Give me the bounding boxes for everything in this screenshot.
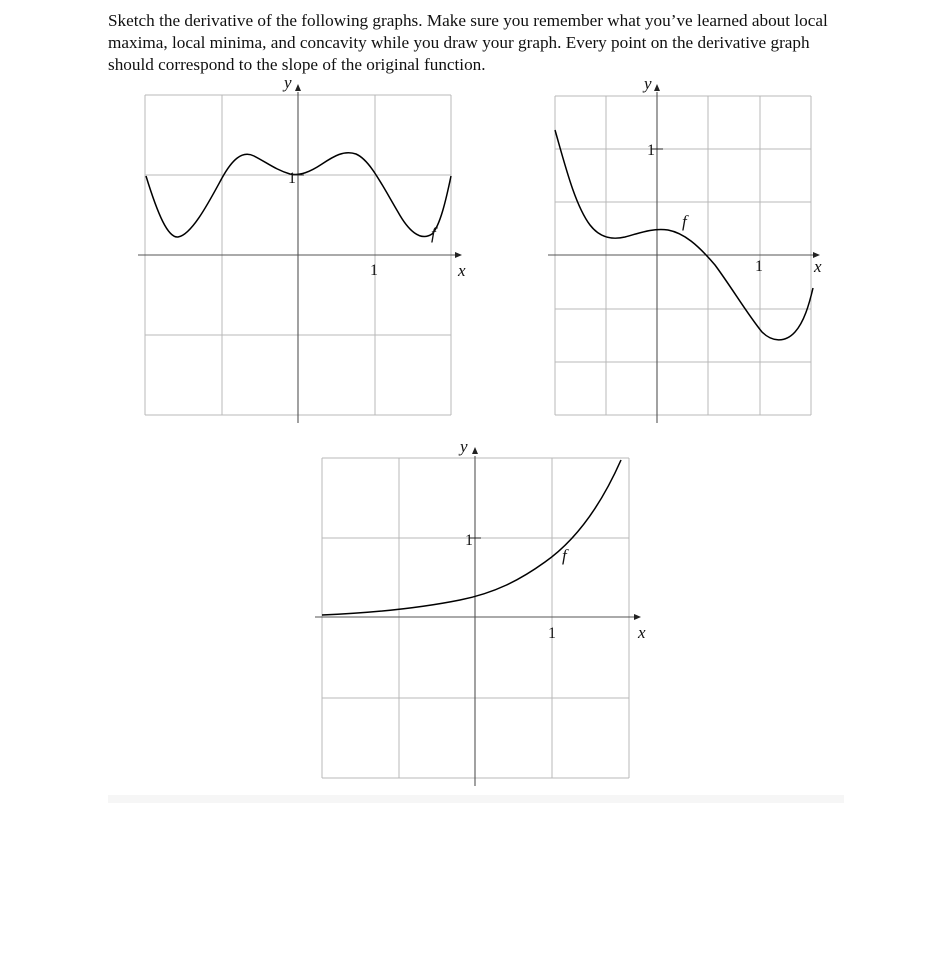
graph-3-function-label: f [562,546,567,565]
graph-3-x-arrow-icon [634,614,641,620]
graph-1-y-axis-label: y [284,73,292,92]
graph-2-x-tick-label: 1 [755,258,763,275]
graph-2-y-tick-label: 1 [647,142,655,159]
graph-2-x-axis-label: x [814,257,822,276]
graph-2-y-axis-label: y [644,74,652,93]
graph-3-y-axis-label: y [460,437,468,456]
graph-3-x-tick-label: 1 [548,625,556,642]
graph-3-x-axis-label: x [638,623,646,642]
graph-1-y-tick-label: 1 [288,170,296,187]
graph-3-y-arrow-icon [472,447,478,454]
graph-2-function-label: f [682,212,687,231]
page-divider [108,795,844,803]
instructions-text: Sketch the derivative of the following graphs. Make sure you remember what you’ve learned about local maxima, local minima, and concavity while you draw your graph. Every point on the derivative graph should correspond to the slope of the original function. [108,11,828,74]
graph-1-x-tick-label: 1 [370,262,378,279]
graph-1-function-label: f [431,224,436,243]
graph-1-x-axis-label: x [458,261,466,280]
graph-3-y-tick-label: 1 [465,532,473,549]
